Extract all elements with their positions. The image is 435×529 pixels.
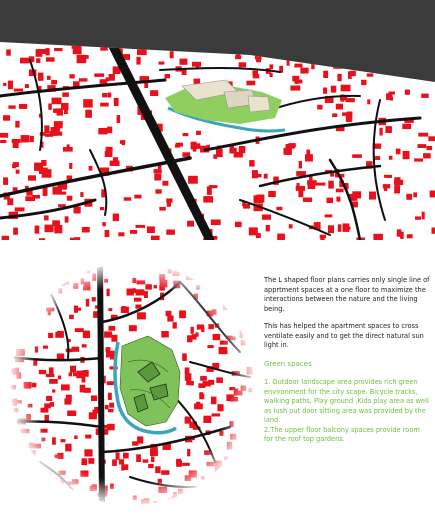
building-block (244, 469, 248, 473)
building-block (40, 474, 48, 478)
building-block (418, 144, 427, 148)
building-block (105, 151, 113, 157)
building-block (46, 57, 55, 61)
building-block (53, 187, 62, 195)
building-block (166, 230, 175, 235)
building-block (44, 125, 49, 133)
building-block (239, 62, 247, 67)
building-block (428, 136, 435, 141)
building-block (94, 73, 104, 77)
building-block (83, 99, 93, 107)
building-block (117, 115, 121, 123)
building-block (154, 173, 161, 180)
building-block (65, 216, 69, 222)
building-block (320, 235, 326, 239)
building-block (323, 71, 328, 78)
building-block (15, 121, 19, 128)
building-block (159, 62, 165, 65)
apartment-block (248, 96, 270, 112)
building-block (394, 180, 403, 185)
building-block (331, 86, 336, 93)
building-block (114, 98, 119, 106)
building-block (232, 504, 236, 506)
building-block (296, 171, 306, 176)
building-block (427, 146, 433, 150)
building-block (325, 214, 333, 217)
building-block (62, 92, 69, 97)
building-block (0, 140, 6, 143)
building-block (251, 435, 254, 440)
building-block (296, 186, 305, 191)
building-block (346, 116, 353, 122)
building-block (31, 303, 35, 310)
building-block (120, 140, 125, 144)
building-block (18, 442, 22, 448)
building-block (239, 303, 243, 308)
building-block (422, 212, 425, 220)
building-block (134, 505, 139, 506)
building-block (389, 156, 393, 160)
building-block (137, 49, 147, 55)
building-block (248, 427, 254, 431)
building-block (414, 158, 423, 161)
building-block (397, 229, 402, 236)
building-block (15, 303, 20, 310)
building-block (380, 128, 383, 136)
building-block (430, 191, 435, 198)
building-block (21, 135, 30, 142)
site-plan-circle-map (10, 262, 254, 506)
building-block (12, 339, 16, 346)
building-block (252, 71, 258, 75)
building-block (13, 187, 18, 191)
building-block (63, 147, 73, 152)
building-block (33, 497, 41, 503)
building-block (80, 55, 89, 59)
building-block (373, 234, 383, 240)
building-block (206, 496, 214, 502)
building-block (150, 90, 158, 96)
building-block (2, 236, 9, 240)
building-block (245, 330, 251, 335)
building-block (252, 170, 258, 178)
building-block (238, 262, 247, 268)
building-block (39, 168, 48, 174)
building-block (236, 499, 242, 504)
building-block (67, 196, 73, 201)
building-block (351, 195, 356, 201)
building-block (375, 156, 380, 160)
building-block (106, 147, 113, 151)
building-block (15, 207, 25, 211)
building-block (113, 214, 119, 222)
building-block (309, 176, 312, 184)
building-block (25, 196, 35, 201)
building-block (205, 485, 212, 492)
building-block (432, 228, 435, 234)
building-block (214, 282, 217, 287)
building-block (235, 293, 240, 299)
building-block (50, 285, 54, 292)
building-block (29, 474, 36, 480)
building-block (303, 198, 312, 203)
building-block (405, 90, 410, 95)
building-block (317, 105, 322, 110)
building-block (12, 472, 21, 476)
building-block (113, 157, 118, 165)
building-block (105, 230, 110, 237)
building-block (50, 131, 57, 136)
building-block (24, 273, 30, 279)
building-block (79, 78, 88, 81)
building-block (61, 103, 69, 110)
building-block (211, 220, 221, 226)
circle-fade-edge (11, 263, 253, 505)
building-block (13, 228, 18, 235)
building-block (107, 127, 112, 134)
building-block (413, 192, 417, 197)
building-block (266, 225, 270, 231)
building-block (54, 225, 62, 234)
building-block (327, 198, 334, 204)
building-block (246, 81, 255, 86)
description-paragraph-1: The L shaped floor plans carries only single line of apprtment spaces at a one floor to maximize the interactions between the nature and the living being. (264, 276, 430, 313)
building-block (47, 270, 53, 275)
building-block (136, 225, 146, 228)
building-block (31, 301, 37, 309)
building-block (203, 196, 213, 203)
building-block (14, 280, 18, 288)
building-block (249, 305, 254, 309)
building-block (16, 170, 20, 174)
building-block (73, 46, 82, 55)
building-block (328, 225, 334, 233)
building-block (36, 499, 43, 503)
building-block (18, 290, 25, 298)
building-block (30, 482, 37, 489)
building-block (108, 93, 111, 98)
building-block (20, 58, 30, 64)
building-block (345, 98, 354, 102)
building-block (98, 128, 107, 134)
building-block (249, 227, 258, 235)
building-block (74, 207, 81, 214)
building-block (289, 143, 296, 147)
building-block (215, 269, 220, 275)
building-block (407, 234, 413, 238)
building-block (3, 115, 10, 121)
building-block (100, 207, 104, 210)
building-block (26, 486, 33, 494)
building-block (102, 93, 108, 97)
building-block (47, 76, 51, 80)
building-block (343, 227, 351, 230)
building-block (30, 136, 34, 142)
building-block (165, 74, 171, 78)
building-block (328, 181, 334, 189)
building-block (192, 62, 201, 67)
building-block (69, 163, 72, 169)
building-block (369, 192, 376, 200)
building-block (109, 74, 115, 81)
building-block (336, 189, 344, 193)
building-block (100, 103, 109, 107)
building-block (337, 74, 341, 81)
building-block (194, 502, 200, 506)
green-spaces-item-2: 2.The upper floor balcony spaces provide room for the roof top gardens. (264, 425, 420, 444)
building-block (248, 484, 254, 491)
building-block (295, 78, 299, 84)
building-block (12, 139, 21, 143)
building-block (188, 176, 198, 184)
green-spaces-item-1: 1. Outdoor landscape area provides rich green environment for the city scape. Bicycle tracks, walking paths, Play ground ,Kids play area as well as lush out door sitting area was provided by the land. (264, 377, 429, 425)
building-block (242, 293, 246, 300)
building-block (342, 112, 352, 115)
building-block (300, 68, 308, 74)
building-block (402, 124, 411, 129)
building-block (7, 198, 13, 205)
building-block (213, 272, 218, 277)
building-block (19, 104, 27, 109)
building-block (13, 296, 21, 302)
building-block (39, 238, 45, 240)
building-block (73, 81, 80, 86)
building-block (270, 73, 273, 77)
building-block (384, 175, 392, 178)
building-block (239, 460, 247, 464)
building-block (136, 57, 140, 65)
building-block (203, 274, 208, 278)
building-block (43, 188, 48, 196)
building-block (415, 216, 421, 219)
building-block (14, 308, 20, 312)
building-block (62, 270, 68, 274)
building-block (41, 265, 49, 271)
green-spaces-title: Green spaces (264, 359, 312, 368)
building-block (268, 191, 276, 197)
building-block (367, 99, 370, 104)
building-block (396, 149, 401, 155)
building-block (239, 146, 246, 153)
building-block (3, 177, 8, 185)
building-block (118, 232, 124, 236)
building-block (124, 197, 132, 200)
building-block (51, 80, 57, 85)
building-block (25, 84, 29, 88)
building-block (22, 295, 28, 301)
building-block (45, 225, 54, 233)
building-block (37, 484, 42, 490)
building-block (162, 181, 168, 186)
building-block (289, 224, 293, 228)
building-block (19, 496, 27, 502)
building-block (6, 50, 11, 56)
building-block (251, 264, 254, 270)
building-block (54, 263, 57, 270)
building-block (8, 105, 15, 108)
building-block (277, 234, 285, 240)
building-block (294, 64, 302, 68)
building-block (89, 166, 93, 171)
building-block (242, 320, 249, 326)
building-block (13, 478, 19, 481)
building-block (367, 73, 374, 76)
building-block (85, 110, 92, 118)
building-block (182, 152, 190, 157)
building-block (64, 109, 68, 114)
building-block (53, 109, 56, 113)
building-block (299, 80, 303, 84)
building-block (403, 151, 410, 159)
building-block (264, 174, 268, 179)
building-block (216, 149, 223, 157)
building-block (134, 195, 141, 199)
building-block (243, 463, 247, 469)
building-block (201, 500, 209, 506)
building-block (180, 59, 188, 65)
building-block (240, 500, 246, 504)
building-block (147, 226, 155, 233)
building-block (182, 69, 187, 75)
building-block (386, 93, 392, 100)
building-block (245, 272, 254, 277)
building-block (41, 486, 47, 493)
building-block (336, 104, 343, 110)
building-block (8, 81, 13, 90)
building-block (250, 497, 254, 505)
building-block (38, 73, 44, 81)
building-block (3, 83, 6, 86)
building-block (246, 284, 251, 287)
building-block (46, 484, 50, 490)
building-block (249, 160, 254, 167)
building-block (159, 207, 166, 211)
building-block (102, 222, 106, 226)
building-block (44, 215, 49, 220)
building-block (421, 94, 429, 98)
building-block (12, 164, 16, 168)
building-block (316, 183, 326, 186)
building-block (36, 477, 41, 484)
building-block (385, 126, 392, 133)
building-block (341, 85, 351, 92)
perspective-city-map (0, 0, 435, 240)
building-block (284, 148, 292, 155)
building-block (70, 238, 76, 240)
building-block (49, 265, 57, 271)
building-block (166, 198, 172, 202)
building-block (338, 224, 342, 232)
building-block (206, 491, 211, 498)
building-block (290, 86, 300, 91)
building-block (235, 222, 242, 227)
building-block (35, 226, 40, 234)
building-block (52, 98, 62, 105)
building-block (423, 153, 431, 158)
building-block (69, 74, 74, 78)
building-block (305, 154, 313, 161)
building-block (170, 51, 174, 58)
building-block (195, 143, 200, 149)
building-block (257, 195, 265, 203)
description-paragraph-2: This has helped the apartment spaces to cross ventilate easily and to get the direct natural sun light in. (264, 322, 424, 350)
building-block (28, 175, 36, 180)
building-block (31, 292, 39, 296)
building-block (48, 104, 52, 110)
building-block (176, 143, 183, 147)
building-block (80, 192, 83, 197)
building-block (241, 482, 246, 489)
building-block (406, 194, 412, 200)
building-block (361, 80, 366, 85)
building-block (383, 184, 390, 188)
building-block (49, 499, 54, 504)
building-block (418, 133, 428, 137)
building-block (194, 79, 200, 84)
building-block (12, 447, 21, 452)
building-block (155, 189, 161, 193)
building-block (394, 186, 400, 194)
building-block (323, 88, 327, 94)
building-block (187, 221, 194, 227)
building-block (209, 185, 218, 188)
building-block (36, 58, 40, 63)
building-block (39, 49, 49, 54)
building-block (299, 161, 302, 168)
building-block (352, 154, 362, 158)
building-block (262, 215, 271, 220)
building-block (196, 131, 201, 135)
building-block (22, 263, 26, 267)
building-block (130, 230, 137, 234)
building-block (50, 275, 56, 282)
building-block (206, 276, 213, 280)
building-block (0, 133, 8, 138)
description-text (264, 276, 430, 445)
building-block (183, 133, 189, 136)
building-block (220, 499, 224, 506)
building-block (82, 227, 90, 233)
building-block (332, 113, 337, 117)
building-block (14, 89, 23, 92)
building-block (151, 236, 160, 240)
building-block (276, 207, 282, 210)
building-block (336, 197, 340, 202)
building-block (54, 48, 63, 51)
building-block (350, 71, 356, 77)
building-block (233, 278, 241, 286)
